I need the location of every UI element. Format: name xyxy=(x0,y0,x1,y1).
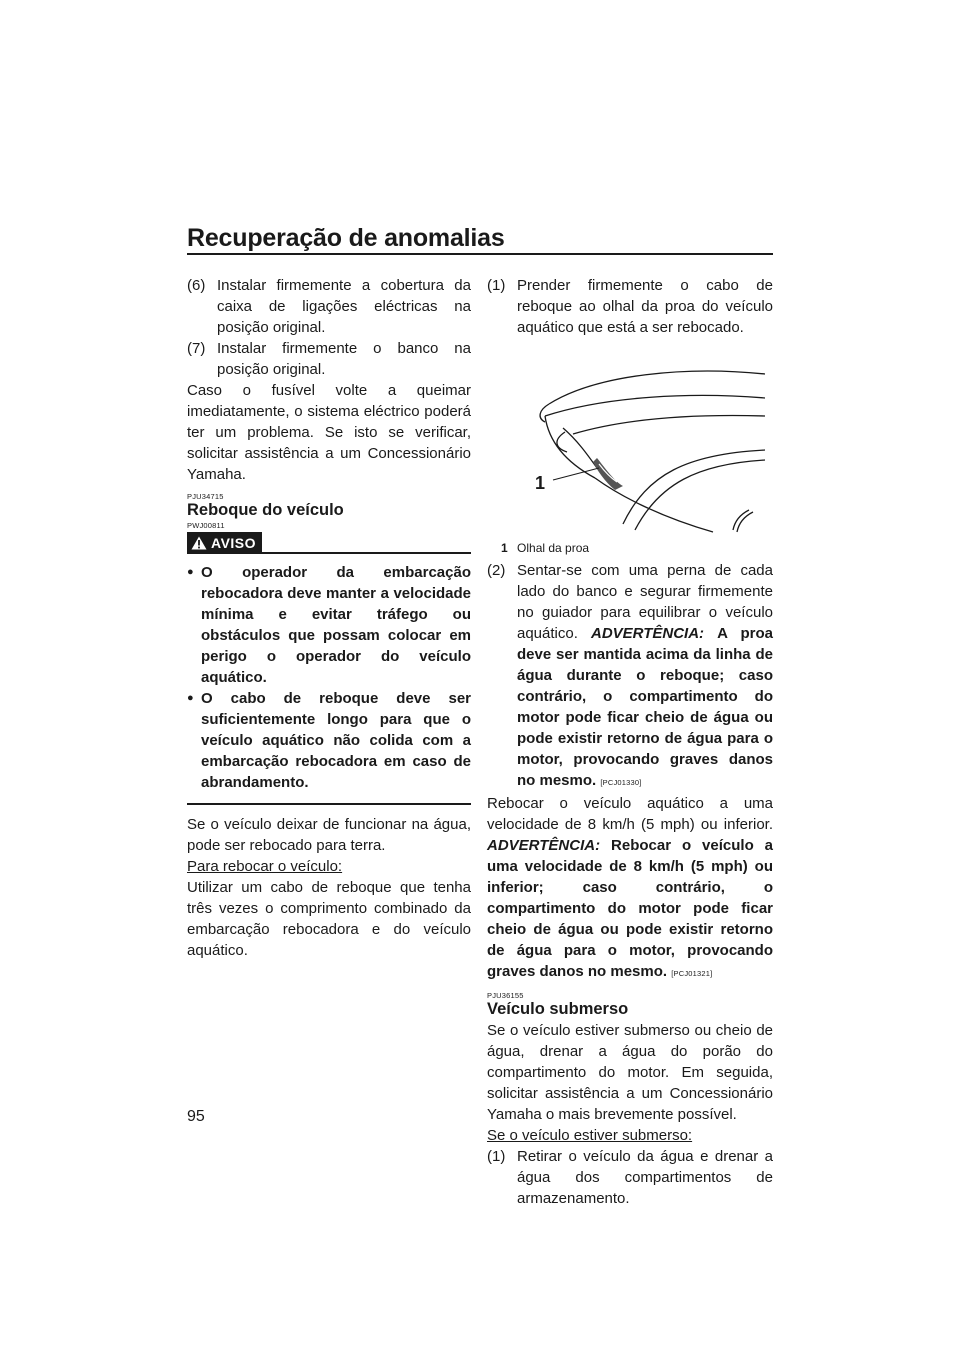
step-text: Instalar firmemente o banco na posição original. xyxy=(217,340,471,378)
aviso-header xyxy=(187,532,471,554)
step-number: (7) xyxy=(187,340,206,357)
bow-illustration xyxy=(487,344,773,536)
figure-caption xyxy=(501,540,773,556)
title-divider xyxy=(187,253,773,255)
aviso-code: PWJ00811 xyxy=(187,521,225,530)
step-2-tow xyxy=(487,560,773,793)
step-text: Instalar firmemente a cobertura da caixa de ligações eléctricas na posição original. xyxy=(217,277,471,336)
warning-text: A proa deve ser mantida acima da linha de água durante o reboque; caso contrário, o compartimento do motor pode ficar cheio de água ou pode existir retorno de água para o motor, provocando graves danos no mesmo. xyxy=(517,625,774,789)
warning-triangle-icon xyxy=(191,536,207,550)
bullet-icon: ● xyxy=(187,692,194,704)
section-title-submerged: Veículo submerso xyxy=(487,1000,629,1018)
step-number: (2) xyxy=(487,562,506,579)
step-text: Prender firmemente o cabo de reboque ao olhal da proa do veículo aquático que está a ser rebocado. xyxy=(517,277,773,336)
warning-code: [PCJ01330] xyxy=(600,778,642,787)
aviso-top-rule xyxy=(262,552,471,554)
fuse-paragraph: Caso o fusível volte a queimar imediatamente, o sistema eléctrico poderá ter um problema. Se isto se verificar, solicitar assistência a um Concessionário Yamaha. xyxy=(187,382,471,483)
how-to-tow-label: Para rebocar o veículo: xyxy=(187,858,343,875)
if-submerged-label: Se o veículo estiver submerso: xyxy=(487,1127,693,1144)
bullet-icon: ● xyxy=(187,566,194,578)
bullet-text: O cabo de reboque deve ser suficientemente longo para que o veículo aquático não colida com a embarcação rebocadora em caso de abrandamento. xyxy=(201,690,471,791)
step-7 xyxy=(187,338,471,380)
step-number: (6) xyxy=(187,277,206,294)
section-code: PJU36155 xyxy=(487,991,524,1000)
caption-text: Olhal da proa xyxy=(517,541,590,555)
speed-text: Rebocar o veículo aquático a uma velocidade de 8 km/h (5 mph) ou inferior. xyxy=(487,795,773,833)
tow-paragraph: Se o veículo deixar de funcionar na água, pode ser rebocado para terra. xyxy=(187,816,471,854)
warning-label: ADVERTÊNCIA: xyxy=(590,625,705,642)
bow-eye-figure xyxy=(487,344,773,536)
aviso-badge xyxy=(187,532,262,554)
section-code: PJU34715 xyxy=(187,492,224,501)
page-title: Recuperação de anomalias xyxy=(187,224,505,252)
cable-paragraph: Utilizar um cabo de reboque que tenha três vezes o comprimento combinado da embarcação rebocadora e do veículo aquático. xyxy=(187,879,471,959)
caption-number: 1 xyxy=(501,541,508,555)
warning-label: ADVERTÊNCIA: xyxy=(487,837,601,854)
submerged-paragraph: Se o veículo estiver submerso ou cheio de água, drenar a água do porão do compartimento do motor. Em seguida, solicitar assistência a um Concessionário Yamaha o mais brevemente possível. xyxy=(487,1022,773,1123)
step-text: Sentar-se com uma perna de cada lado do banco e segurar firmemente no guiador para equilibrar o veículo aquático. xyxy=(517,562,773,642)
bullet-text: O operador da embarcação rebocadora deve manter a velocidade mínima e evitar tráfego ou obstáculos que possam colocar em perigo o operador do veículo aquático. xyxy=(201,564,471,686)
step-text-block xyxy=(517,560,773,793)
section-title-towing: Reboque do veículo xyxy=(187,501,344,519)
aviso-bullet-list xyxy=(187,562,471,793)
step-1-tow xyxy=(487,275,773,338)
list-item xyxy=(187,562,471,688)
left-column xyxy=(187,275,471,961)
step-text: Retirar o veículo da água e drenar a água dos compartimentos de armazenamento. xyxy=(517,1148,773,1207)
step-number: (1) xyxy=(487,1148,506,1165)
list-item xyxy=(187,688,471,793)
aviso-label: AVISO xyxy=(211,534,257,551)
page-number: 95 xyxy=(187,1108,205,1125)
step-6 xyxy=(187,275,471,338)
aviso-bottom-rule xyxy=(187,803,471,805)
right-column xyxy=(487,275,773,1209)
warning-code: [PCJ01321] xyxy=(671,969,713,978)
step-1-submerged xyxy=(487,1146,773,1209)
figure-callout-1: 1 xyxy=(535,473,546,493)
step-number: (1) xyxy=(487,277,506,294)
speed-paragraph xyxy=(487,793,773,984)
warning-text: Rebocar o veículo a uma velocidade de 8 km/h (5 mph) ou inferior; caso contrário, o compartimento do motor pode ficar cheio de água ou pode existir retorno de água para o motor, provocando graves danos no mesmo. xyxy=(487,837,774,980)
